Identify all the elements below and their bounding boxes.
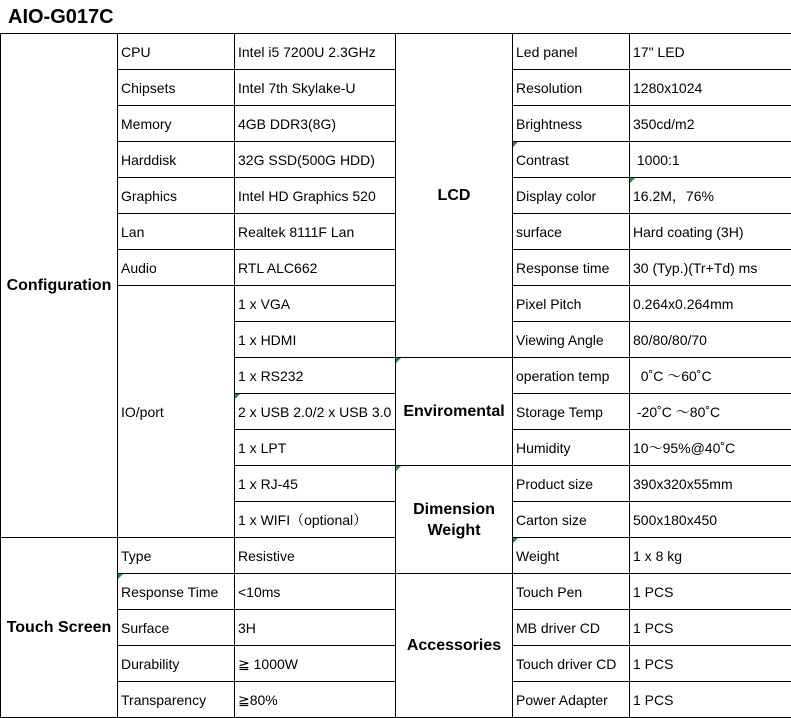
spec-value: 1 PCS xyxy=(630,682,791,718)
spec-value: 1 PCS xyxy=(630,574,791,610)
spec-label: Touch Pen xyxy=(513,574,630,610)
page-title: AIO-G017C xyxy=(8,6,114,28)
section-weight-label: Weight xyxy=(427,521,481,539)
spec-value: ≧80% xyxy=(235,682,396,718)
spec-label: Weight xyxy=(513,538,630,574)
spec-value: 500x180x450 xyxy=(630,502,791,538)
spec-label: Viewing Angle xyxy=(513,322,630,358)
spec-label: Contrast xyxy=(513,142,630,178)
section-accessories: Accessories xyxy=(396,574,513,718)
spec-value: 1 PCS xyxy=(630,610,791,646)
spec-label: MB driver CD xyxy=(513,610,630,646)
spec-label: Carton size xyxy=(513,502,630,538)
spec-value: 10～95%@40˚C xyxy=(630,430,791,466)
spec-label: Brightness xyxy=(513,106,630,142)
section-touch-screen: Touch Screen xyxy=(1,538,118,718)
spec-label-io-port: IO/port xyxy=(118,286,235,538)
section-dimension-label: Dimension xyxy=(413,500,495,518)
spec-label: Graphics xyxy=(118,178,235,214)
spec-label: Response Time xyxy=(118,574,235,610)
spec-label: Lan xyxy=(118,214,235,250)
spec-value: <10ms xyxy=(235,574,396,610)
io-value: 1 x LPT xyxy=(235,430,396,466)
spec-value: Hard coating (3H) xyxy=(630,214,791,250)
spec-value: 1 x 8 kg xyxy=(630,538,791,574)
spec-value: RTL ALC662 xyxy=(235,250,396,286)
io-value: 1 x HDMI xyxy=(235,322,396,358)
spec-label: Durability xyxy=(118,646,235,682)
spec-label: Touch driver CD xyxy=(513,646,630,682)
spec-label: CPU xyxy=(118,34,235,70)
spec-value: 1000:1 xyxy=(630,142,791,178)
spec-value: Intel i5 7200U 2.3GHz xyxy=(235,34,396,70)
section-dimension-weight xyxy=(396,466,513,574)
io-value: 1 x VGA xyxy=(235,286,396,322)
spec-label: Surface xyxy=(118,610,235,646)
spec-value: 16.2M，76% xyxy=(630,178,791,214)
spec-value: Realtek 8111F Lan xyxy=(235,214,396,250)
spec-label: surface xyxy=(513,214,630,250)
spec-label: Memory xyxy=(118,106,235,142)
spec-value: ≧ 1000W xyxy=(235,646,396,682)
spec-value: Intel HD Graphics 520 xyxy=(235,178,396,214)
section-configuration: Configuration xyxy=(1,34,118,538)
spec-label: Pixel Pitch xyxy=(513,286,630,322)
spec-label: Storage Temp xyxy=(513,394,630,430)
spec-value: 17" LED xyxy=(630,34,791,70)
table-row xyxy=(1,574,791,610)
spec-label: Led panel xyxy=(513,34,630,70)
table-row xyxy=(1,34,791,70)
spec-value: 4GB DDR3(8G) xyxy=(235,106,396,142)
spec-label: operation temp xyxy=(513,358,630,394)
io-value: 1 x RJ-45 xyxy=(235,466,396,502)
spec-value: Intel 7th Skylake-U xyxy=(235,70,396,106)
section-lcd: LCD xyxy=(396,34,513,358)
spec-label: Type xyxy=(118,538,235,574)
spec-label: Product size xyxy=(513,466,630,502)
spec-label: Transparency xyxy=(118,682,235,718)
spec-value: 1280x1024 xyxy=(630,70,791,106)
spec-label: Resolution xyxy=(513,70,630,106)
spec-value: 32G SSD(500G HDD) xyxy=(235,142,396,178)
spec-label: Display color xyxy=(513,178,630,214)
spec-value: -20˚C ～80˚C xyxy=(630,394,791,430)
io-value: 2 x USB 2.0/2 x USB 3.0 xyxy=(235,394,396,430)
spec-label: Audio xyxy=(118,250,235,286)
spec-value: 0.264x0.264mm xyxy=(630,286,791,322)
io-value: 1 x RS232 xyxy=(235,358,396,394)
spec-value: 0˚C ～60˚C xyxy=(630,358,791,394)
spec-label: Humidity xyxy=(513,430,630,466)
spec-value: Resistive xyxy=(235,538,396,574)
spec-value: 30 (Typ.)(Tr+Td) ms xyxy=(630,250,791,286)
section-environmental: Enviromental xyxy=(396,358,513,466)
spec-label: Harddisk xyxy=(118,142,235,178)
spec-label: Chipsets xyxy=(118,70,235,106)
spec-label: Response time xyxy=(513,250,630,286)
io-value: 1 x WIFI（optional） xyxy=(235,502,396,538)
spec-value: 390x320x55mm xyxy=(630,466,791,502)
spec-label: Power Adapter xyxy=(513,682,630,718)
spec-value: 350cd/m2 xyxy=(630,106,791,142)
spec-value: 1 PCS xyxy=(630,646,791,682)
spec-value: 80/80/80/70 xyxy=(630,322,791,358)
spec-value: 3H xyxy=(235,610,396,646)
spec-table xyxy=(0,33,791,718)
